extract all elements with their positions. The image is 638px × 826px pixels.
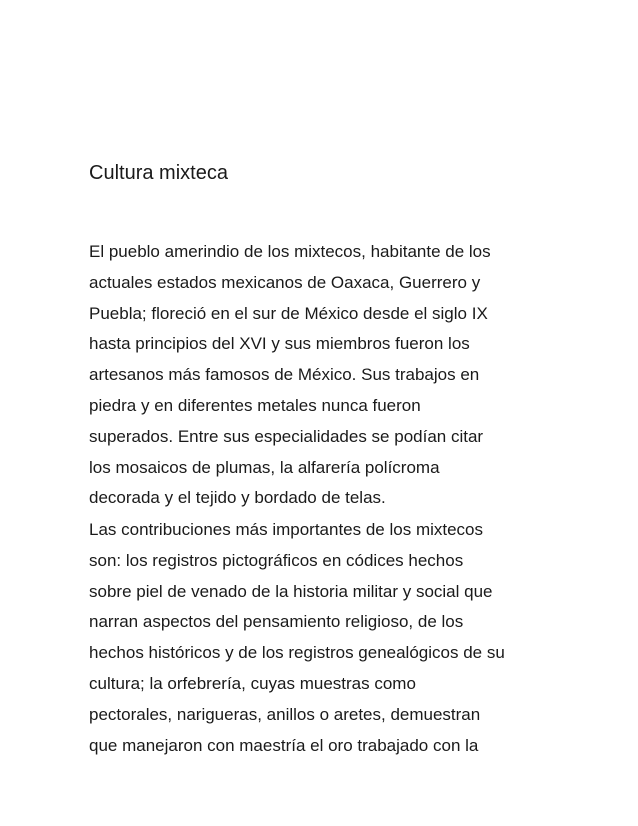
text-line: El pueblo amerindio de los mixtecos, habitante de los — [89, 242, 491, 261]
text-line: los mosaicos de plumas, la alfarería polícroma — [89, 457, 440, 477]
text-line: decorada y el tejido y bordado de telas. — [89, 488, 386, 508]
text-line: pectorales, narigueras, anillos o aretes, demuestran — [89, 704, 481, 724]
paragraph-2 — [89, 515, 559, 761]
text-line: artesanos más famosos de México. Sus trabajos en — [89, 365, 480, 385]
text-line: sobre piel de venado de la historia militar y social que — [89, 581, 493, 601]
text-line: superados. Entre sus especialidades se podían citar — [89, 426, 484, 446]
text-line: Puebla; floreció en el sur de México desde el siglo IX — [89, 303, 488, 323]
text-line: que manejaron con maestría el oro trabajado con la — [89, 735, 479, 755]
text-line: hasta principios del XVI y sus miembros fueron los — [89, 334, 470, 354]
text-line: Las contribuciones más importantes de los mixtecos — [89, 520, 484, 539]
text-line: actuales estados mexicanos de Oaxaca, Guerrero y — [89, 272, 481, 292]
text-line: hechos históricos y de los registros genealógicos de su — [89, 643, 505, 663]
text-line: cultura; la orfebrería, cuyas muestras como — [89, 673, 416, 693]
text-line: son: los registros pictográficos en códices hechos — [89, 550, 464, 570]
text-line: narran aspectos del pensamiento religioso, de los — [89, 612, 464, 632]
document-title: Cultura mixteca — [89, 162, 228, 184]
paragraph-1 — [89, 237, 559, 514]
text-line: piedra y en diferentes metales nunca fueron — [89, 395, 421, 415]
